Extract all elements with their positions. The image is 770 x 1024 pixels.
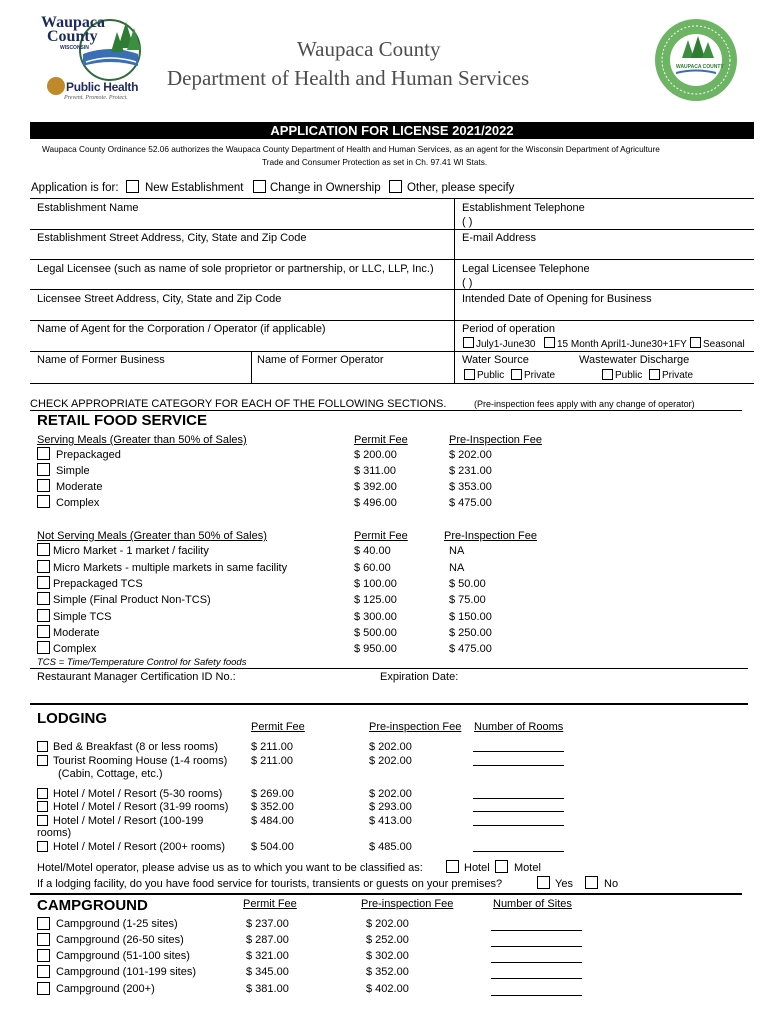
lodging-cabin-note: (Cabin, Cottage, etc.) bbox=[58, 768, 163, 780]
grid-line bbox=[30, 198, 754, 199]
waste-public-label: Public bbox=[615, 370, 643, 381]
campground-row-pre: $ 302.00 bbox=[366, 950, 409, 962]
waste-private-label: Private bbox=[662, 370, 694, 381]
change-ownership-checkbox[interactable] bbox=[253, 180, 266, 193]
county-seal-icon bbox=[654, 18, 738, 102]
campground-permit-heading: Permit Fee bbox=[243, 898, 297, 910]
not-serving-row-checkbox[interactable] bbox=[37, 560, 50, 573]
lodging-row-label: Hotel / Motel / Resort (200+ rooms) bbox=[53, 841, 226, 853]
logo-county-text: County bbox=[47, 28, 98, 45]
ordinance-line2: Trade and Consumer Protection as set in Ch. 97.41 WI Stats. bbox=[262, 157, 488, 167]
not-serving-row-label: Moderate bbox=[53, 627, 100, 639]
not-serving-row-checkbox[interactable] bbox=[37, 592, 50, 605]
other-label: Other, please specify bbox=[407, 182, 515, 194]
serving-row-pre: $ 353.00 bbox=[449, 481, 492, 493]
grid-line bbox=[30, 320, 754, 321]
grid-line bbox=[30, 229, 754, 230]
serving-row-checkbox[interactable] bbox=[37, 447, 50, 460]
not-serving-row-permit: $ 950.00 bbox=[354, 643, 397, 655]
classify-question: Hotel/Motel operator, please advise us as to which you want to be classified as: bbox=[37, 862, 423, 874]
email-field[interactable]: E-mail Address bbox=[462, 232, 536, 244]
lodging-row-checkbox[interactable] bbox=[37, 801, 48, 812]
lodging-row-pre: $ 202.00 bbox=[369, 788, 412, 800]
section-rule bbox=[30, 703, 748, 705]
hotel-checkbox[interactable] bbox=[446, 860, 459, 873]
not-serving-permit-heading: Permit Fee bbox=[354, 530, 408, 542]
serving-pre-heading: Pre-Inspection Fee bbox=[449, 434, 542, 446]
not-serving-row-checkbox[interactable] bbox=[37, 625, 50, 638]
serving-row-label: Simple bbox=[56, 465, 90, 477]
not-serving-pre-heading: Pre-Inspection Fee bbox=[444, 530, 537, 542]
not-serving-row-pre: NA bbox=[449, 562, 465, 574]
lodging-row-pre: $ 202.00 bbox=[369, 755, 412, 767]
lodging-row-pre: $ 202.00 bbox=[369, 741, 412, 753]
establishment-name-field[interactable]: Establishment Name bbox=[37, 202, 139, 214]
serving-row-pre: $ 475.00 bbox=[449, 497, 492, 509]
street-address-field[interactable]: Establishment Street Address, City, State and Zip Code bbox=[37, 232, 307, 244]
food-service-question: If a lodging facility, do you have food service for tourists, transients or guests on your premises? bbox=[37, 878, 503, 890]
rooms-blank-line[interactable] bbox=[473, 811, 564, 812]
change-ownership-label: Change in Ownership bbox=[270, 182, 381, 194]
lodging-row-label: Tourist Rooming House (1-4 rooms) bbox=[53, 755, 228, 767]
campground-row-permit: $ 381.00 bbox=[246, 983, 289, 995]
application-type-label: Application is for: bbox=[31, 182, 119, 194]
lodging-row-label: Hotel / Motel / Resort (31-99 rooms) bbox=[53, 801, 229, 813]
campground-row-permit: $ 321.00 bbox=[246, 950, 289, 962]
period-label: Period of operation bbox=[462, 323, 555, 335]
manager-cert-field[interactable]: Restaurant Manager Certification ID No.: bbox=[37, 671, 236, 683]
sites-blank-line[interactable] bbox=[491, 946, 582, 947]
logo-waupaca-text: Waupaca bbox=[41, 14, 106, 31]
lodging-row-permit: $ 352.00 bbox=[251, 801, 294, 813]
not-serving-row-permit: $ 100.00 bbox=[354, 578, 397, 590]
not-serving-row-label: Micro Market - 1 market / facility bbox=[53, 545, 209, 557]
not-serving-row-pre: $ 250.00 bbox=[449, 627, 492, 639]
not-serving-row-permit: $ 40.00 bbox=[354, 545, 391, 557]
lodging-permit-heading: Permit Fee bbox=[251, 721, 305, 733]
serving-row-checkbox[interactable] bbox=[37, 479, 50, 492]
campground-row-pre: $ 402.00 bbox=[366, 983, 409, 995]
lodging-row-label: Bed & Breakfast (8 or less rooms) bbox=[53, 741, 219, 753]
campground-row-pre: $ 252.00 bbox=[366, 934, 409, 946]
water-private-label: Private bbox=[524, 370, 556, 381]
campground-row-label: Campground (26-50 sites) bbox=[56, 934, 184, 946]
lodging-row-pre: $ 413.00 bbox=[369, 815, 412, 827]
wastewater-label: Wastewater Discharge bbox=[579, 354, 690, 366]
water-source-label: Water Source bbox=[462, 354, 529, 366]
grid-line bbox=[30, 289, 754, 290]
not-serving-row-pre: $ 50.00 bbox=[449, 578, 486, 590]
retail-food-heading: RETAIL FOOD SERVICE bbox=[37, 412, 208, 429]
opening-date-field[interactable]: Intended Date of Opening for Business bbox=[462, 293, 652, 305]
serving-row-label: Complex bbox=[56, 497, 100, 509]
former-operator-field[interactable]: Name of Former Operator bbox=[257, 354, 384, 366]
water-private-checkbox[interactable] bbox=[511, 369, 522, 380]
serving-row-checkbox[interactable] bbox=[37, 463, 50, 476]
expiration-date-field[interactable]: Expiration Date: bbox=[380, 671, 459, 683]
new-establishment-checkbox[interactable] bbox=[126, 180, 139, 193]
county-logo bbox=[38, 14, 156, 106]
campground-pre-heading: Pre-inspection Fee bbox=[361, 898, 454, 910]
serving-row-permit: $ 392.00 bbox=[354, 481, 397, 493]
not-serving-row-permit: $ 125.00 bbox=[354, 594, 397, 606]
not-serving-row-checkbox[interactable] bbox=[37, 641, 50, 654]
campground-row-checkbox[interactable] bbox=[37, 965, 50, 978]
serving-row-pre: $ 231.00 bbox=[449, 465, 492, 477]
period-seasonal-label: Seasonal bbox=[703, 339, 745, 350]
logo-wisconsin-text: WISCONSIN bbox=[60, 45, 89, 51]
sites-blank-line[interactable] bbox=[491, 962, 582, 963]
agent-name-field[interactable]: Name of Agent for the Corporation / Operator (if applicable) bbox=[37, 323, 326, 335]
motel-label: Motel bbox=[514, 862, 541, 874]
new-establishment-label: New Establishment bbox=[145, 182, 244, 194]
period-july-checkbox[interactable] bbox=[463, 337, 474, 348]
phone-parentheses: ( ) bbox=[462, 277, 473, 289]
food-no-checkbox[interactable] bbox=[585, 876, 598, 889]
lodging-row-pre: $ 293.00 bbox=[369, 801, 412, 813]
period-15month-label: 15 Month April1-June30+1FY bbox=[557, 339, 687, 350]
serving-row-label: Prepackaged bbox=[56, 449, 121, 461]
not-serving-row-checkbox[interactable] bbox=[37, 543, 50, 556]
waste-public-checkbox[interactable] bbox=[602, 369, 613, 380]
not-serving-row-permit: $ 500.00 bbox=[354, 627, 397, 639]
lodging-row-permit: $ 484.00 bbox=[251, 815, 294, 827]
phone-parentheses: ( ) bbox=[462, 216, 473, 228]
tcs-note: TCS = Time/Temperature Control for Safety foods bbox=[37, 657, 247, 668]
campground-row-label: Campground (1-25 sites) bbox=[56, 918, 178, 930]
section-rule bbox=[30, 668, 748, 669]
section-rule bbox=[30, 410, 742, 411]
water-public-checkbox[interactable] bbox=[464, 369, 475, 380]
not-serving-row-label: Prepackaged TCS bbox=[53, 578, 143, 590]
check-instructions: CHECK APPROPRIATE CATEGORY FOR EACH OF THE FOLLOWING SECTIONS. bbox=[30, 398, 447, 410]
lodging-rooms-wrap: rooms) bbox=[37, 827, 72, 839]
lodging-pre-heading: Pre-inspection Fee bbox=[369, 721, 462, 733]
rooms-blank-line[interactable] bbox=[473, 851, 564, 852]
not-serving-row-permit: $ 60.00 bbox=[354, 562, 391, 574]
not-serving-row-checkbox[interactable] bbox=[37, 609, 50, 622]
lodging-row-permit: $ 211.00 bbox=[251, 755, 294, 767]
not-serving-row-checkbox[interactable] bbox=[37, 576, 50, 589]
period-15month-checkbox[interactable] bbox=[544, 337, 555, 348]
lodging-row-permit: $ 269.00 bbox=[251, 788, 294, 800]
not-serving-row-pre: $ 150.00 bbox=[449, 611, 492, 623]
grid-line bbox=[454, 198, 455, 383]
campground-row-label: Campground (200+) bbox=[56, 983, 155, 995]
waste-private-checkbox[interactable] bbox=[649, 369, 660, 380]
campground-heading: CAMPGROUND bbox=[37, 897, 148, 914]
grid-line bbox=[30, 351, 754, 352]
lodging-row-permit: $ 211.00 bbox=[251, 741, 294, 753]
not-serving-row-label: Simple TCS bbox=[53, 611, 112, 623]
section-rule bbox=[30, 893, 742, 895]
serving-row-pre: $ 202.00 bbox=[449, 449, 492, 461]
grid-line bbox=[30, 259, 754, 260]
dept-name-line2: Department of Health and Human Services bbox=[167, 66, 530, 90]
campground-row-label: Campground (101-199 sites) bbox=[56, 966, 197, 978]
check-note: (Pre-inspection fees apply with any change of operator) bbox=[474, 399, 695, 409]
not-serving-heading: Not Serving Meals (Greater than 50% of Sales) bbox=[37, 530, 267, 542]
not-serving-row-label: Micro Markets - multiple markets in same facility bbox=[53, 562, 288, 574]
former-business-field[interactable]: Name of Former Business bbox=[37, 354, 165, 366]
hotel-label: Hotel bbox=[464, 862, 490, 874]
lodging-row-checkbox[interactable] bbox=[37, 755, 48, 766]
serving-row-permit: $ 311.00 bbox=[354, 465, 397, 477]
serving-row-permit: $ 496.00 bbox=[354, 497, 397, 509]
campground-row-pre: $ 352.00 bbox=[366, 966, 409, 978]
campground-row-checkbox[interactable] bbox=[37, 949, 50, 962]
logo-public-health-text: Public Health bbox=[66, 80, 139, 94]
other-checkbox[interactable] bbox=[389, 180, 402, 193]
grid-line bbox=[30, 383, 754, 384]
not-serving-row-label: Complex bbox=[53, 643, 97, 655]
not-serving-row-pre: $ 475.00 bbox=[449, 643, 492, 655]
serving-meals-heading: Serving Meals (Greater than 50% of Sales) bbox=[37, 434, 247, 446]
campground-sites-heading: Number of Sites bbox=[493, 898, 572, 910]
period-july-label: July1-June30 bbox=[476, 339, 536, 350]
lodging-heading: LODGING bbox=[37, 710, 107, 727]
rooms-blank-line[interactable] bbox=[473, 825, 564, 826]
lodging-row-checkbox[interactable] bbox=[37, 741, 48, 752]
lodging-row-label: Hotel / Motel / Resort (100-199 bbox=[53, 815, 204, 827]
not-serving-row-label: Simple (Final Product Non-TCS) bbox=[53, 594, 211, 606]
food-yes-label: Yes bbox=[555, 878, 573, 890]
campground-row-permit: $ 345.00 bbox=[246, 966, 289, 978]
form-title: APPLICATION FOR LICENSE 2021/2022 bbox=[270, 123, 514, 138]
campground-row-permit: $ 287.00 bbox=[246, 934, 289, 946]
lodging-row-label: Hotel / Motel / Resort (5-30 rooms) bbox=[53, 788, 223, 800]
rooms-blank-line[interactable] bbox=[473, 751, 564, 752]
campground-row-label: Campground (51-100 sites) bbox=[56, 950, 190, 962]
rooms-blank-line[interactable] bbox=[473, 798, 564, 799]
serving-row-permit: $ 200.00 bbox=[354, 449, 397, 461]
legal-licensee-field[interactable]: Legal Licensee (such as name of sole proprietor or partnership, or LLC, LLP, Inc.) bbox=[37, 263, 434, 275]
lodging-row-permit: $ 504.00 bbox=[251, 841, 294, 853]
licensee-street-field[interactable]: Licensee Street Address, City, State and Zip Code bbox=[37, 293, 282, 305]
lodging-row-checkbox[interactable] bbox=[37, 815, 48, 826]
not-serving-row-permit: $ 300.00 bbox=[354, 611, 397, 623]
campground-row-checkbox[interactable] bbox=[37, 933, 50, 946]
lodging-row-checkbox[interactable] bbox=[37, 841, 48, 852]
form-title-banner bbox=[30, 122, 754, 139]
campground-row-pre: $ 202.00 bbox=[366, 918, 409, 930]
seal-label: WAUPACA COUNTY bbox=[676, 64, 724, 70]
licensee-phone-field[interactable]: Legal Licensee Telephone bbox=[462, 263, 590, 275]
serving-permit-heading: Permit Fee bbox=[354, 434, 408, 446]
campground-row-permit: $ 237.00 bbox=[246, 918, 289, 930]
campground-row-checkbox[interactable] bbox=[37, 917, 50, 930]
water-public-label: Public bbox=[477, 370, 505, 381]
dept-name-line1: Waupaca County bbox=[297, 37, 441, 61]
logo-tagline: Prevent. Promote. Protect. bbox=[64, 95, 128, 101]
establishment-phone-field[interactable]: Establishment Telephone bbox=[462, 202, 585, 214]
motel-checkbox[interactable] bbox=[495, 860, 508, 873]
serving-row-checkbox[interactable] bbox=[37, 495, 50, 508]
sites-blank-line[interactable] bbox=[491, 930, 582, 931]
food-yes-checkbox[interactable] bbox=[537, 876, 550, 889]
lodging-row-pre: $ 485.00 bbox=[369, 841, 412, 853]
lodging-row-checkbox[interactable] bbox=[37, 788, 48, 799]
grid-line bbox=[251, 351, 252, 383]
period-seasonal-checkbox[interactable] bbox=[690, 337, 701, 348]
sites-blank-line[interactable] bbox=[491, 978, 582, 979]
food-no-label: No bbox=[604, 878, 619, 890]
serving-row-label: Moderate bbox=[56, 481, 103, 493]
not-serving-row-pre: NA bbox=[449, 545, 465, 557]
lodging-rooms-heading: Number of Rooms bbox=[474, 721, 564, 733]
not-serving-row-pre: $ 75.00 bbox=[449, 594, 486, 606]
ordinance-line1: Waupaca County Ordinance 52.06 authorizes the Waupaca County Department of Health and Human Services, as an agent for the Wisconsin Department of Agriculture bbox=[42, 144, 660, 154]
sites-blank-line[interactable] bbox=[491, 995, 582, 996]
rooms-blank-line[interactable] bbox=[473, 765, 564, 766]
campground-row-checkbox[interactable] bbox=[37, 982, 50, 995]
